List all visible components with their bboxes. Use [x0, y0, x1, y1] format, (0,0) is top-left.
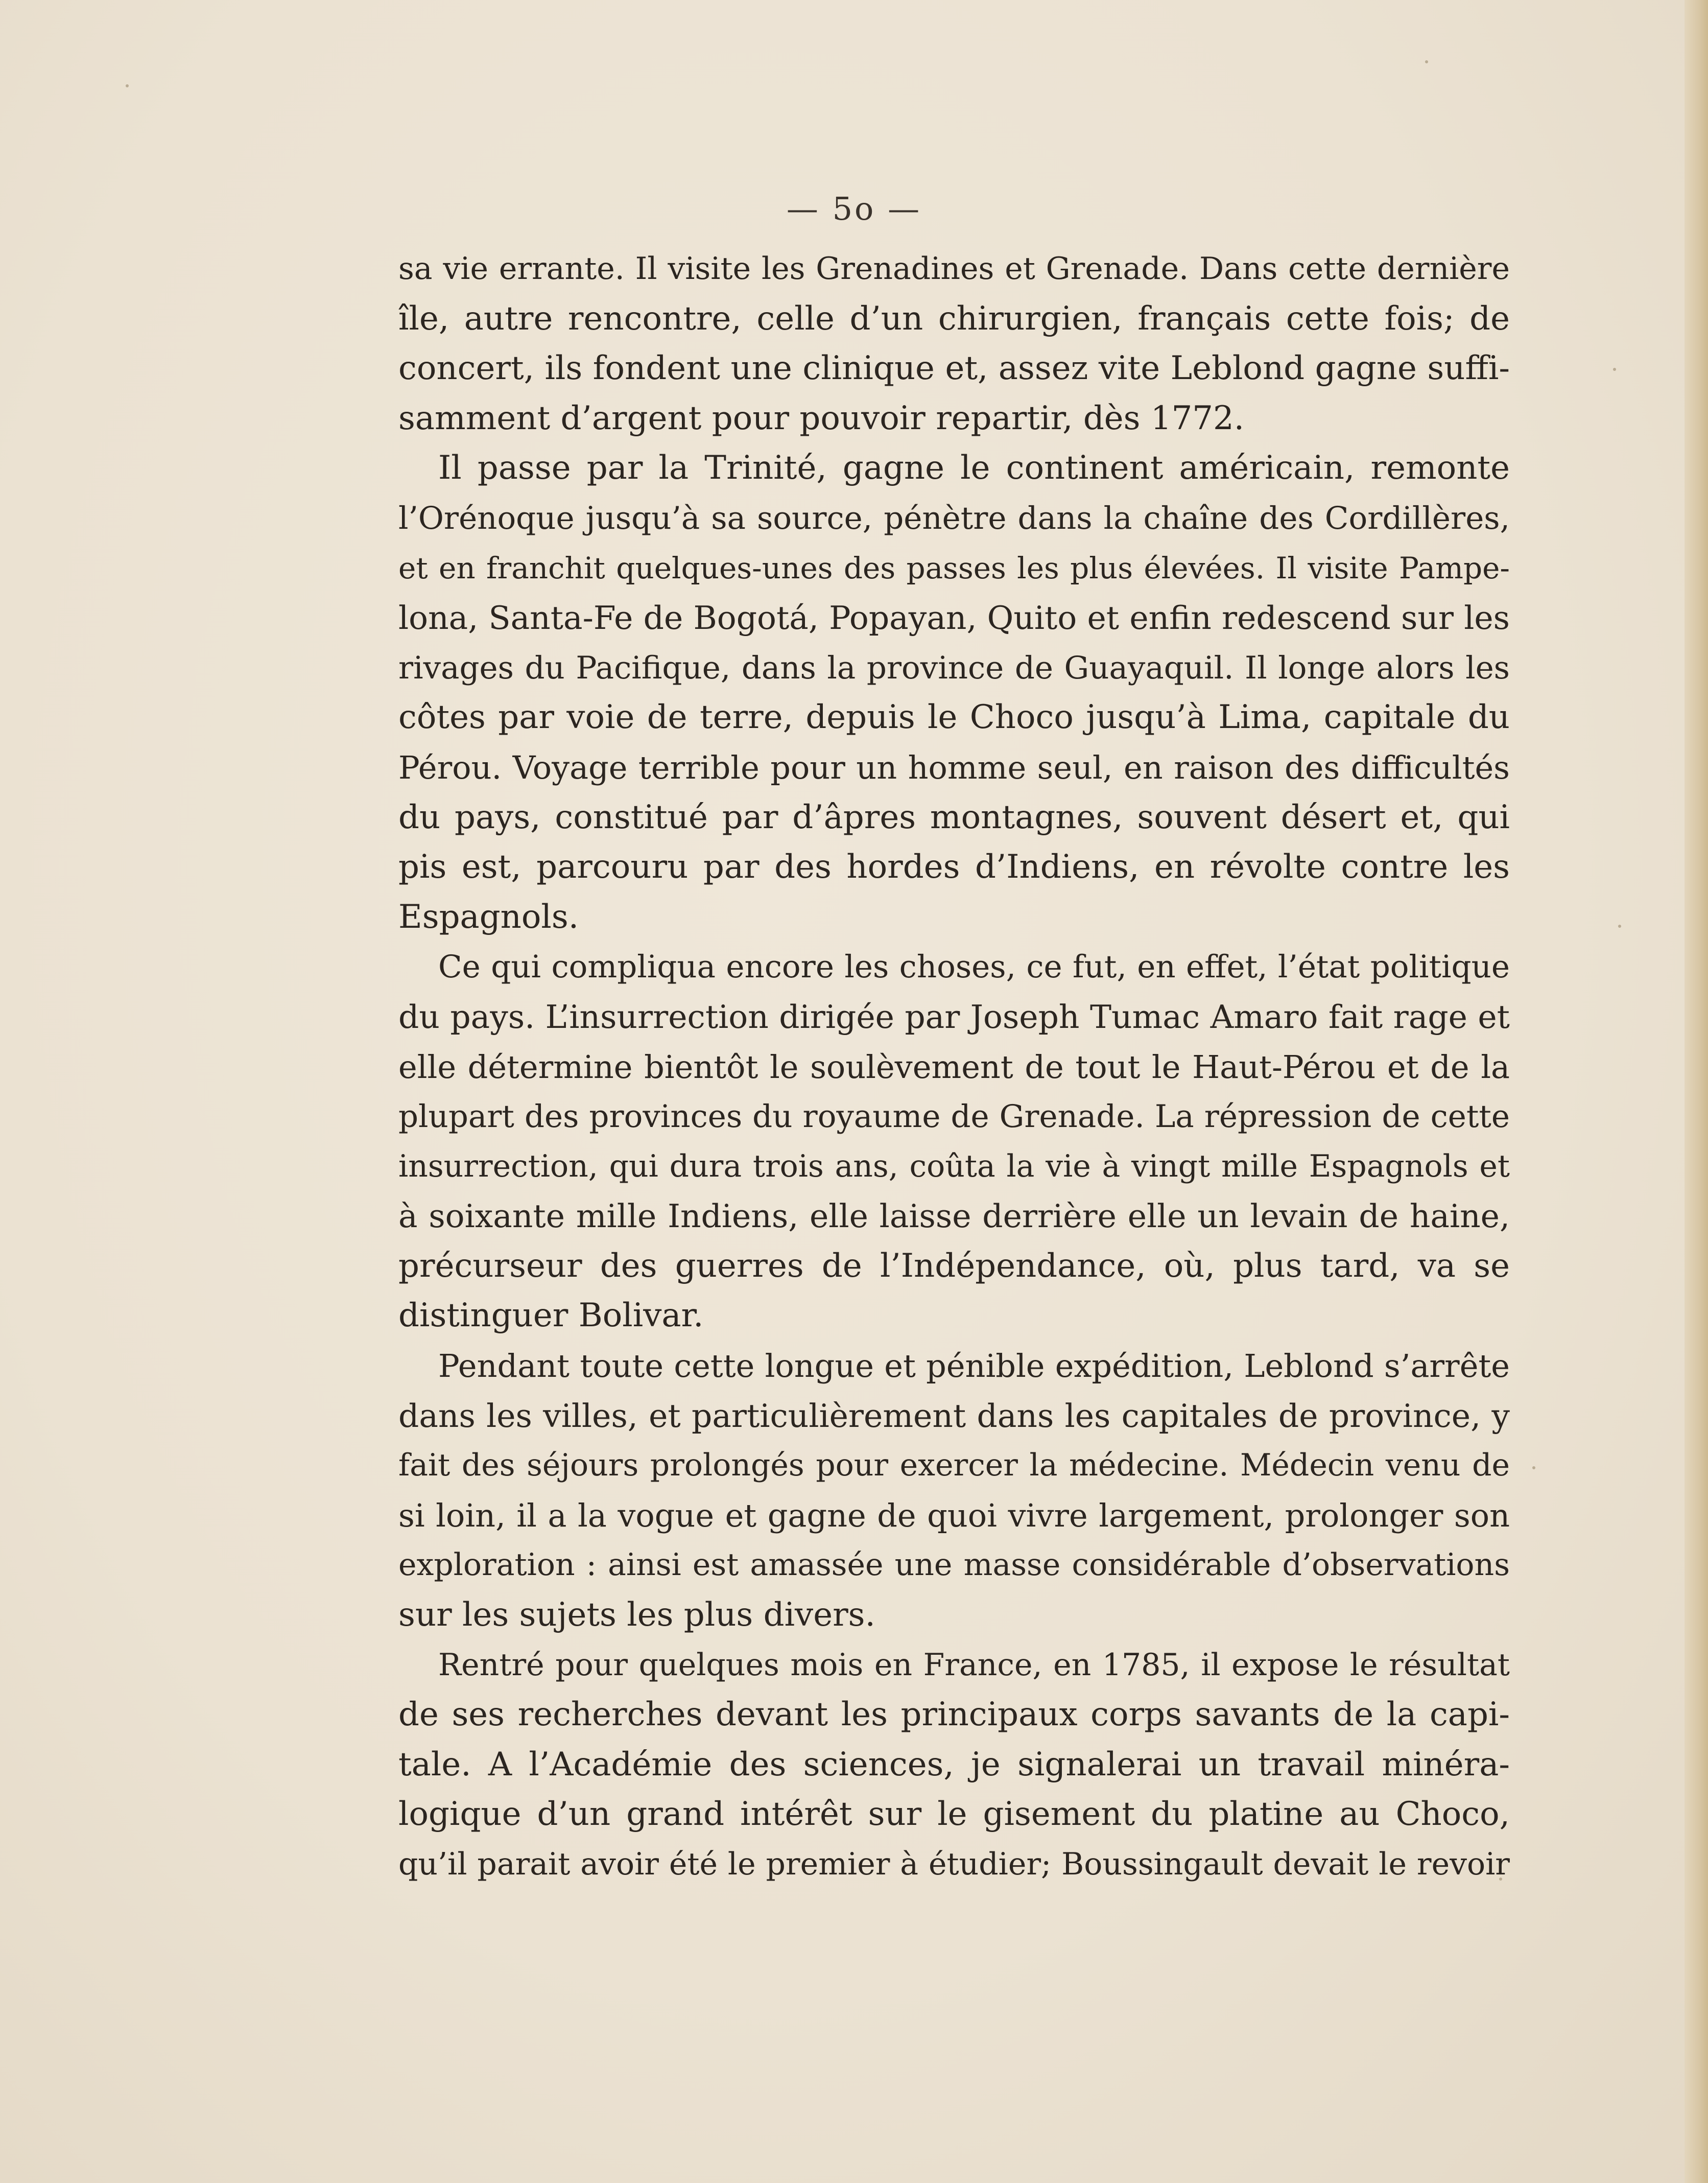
body-text: [398, 244, 1510, 1890]
text-line: précurseur des guerres de l’Indépendance, où, plus tard, va se: [398, 1247, 1510, 1285]
text-line: tale. A l’Académie des sciences, je signalerai un travail minéra-: [398, 1745, 1510, 1783]
text-line: et en franchit quelques-unes des passes les plus élevées. Il visite Pampe-: [398, 550, 1510, 585]
text-line: insurrection, qui dura trois ans, coûta la vie à vingt mille Espagnols et: [398, 1148, 1510, 1184]
paper-speck: [1613, 368, 1616, 371]
text-line: si loin, il a la vogue et gagne de quoi vivre largement, prolonger son: [398, 1496, 1510, 1534]
paper-speck: [1618, 925, 1621, 928]
text-line: elle détermine bientôt le soulèvement de tout le Haut-Pérou et de la: [398, 1048, 1510, 1086]
text-line: du pays. L’insurrection dirigée par Joseph Tumac Amaro fait rage et: [398, 998, 1510, 1036]
text-line: Il passe par la Trinité, gagne le continent américain, remonte: [438, 449, 1510, 487]
text-line: Pendant toute cette longue et pénible expédition, Leblond s’arrête: [438, 1347, 1510, 1385]
text-line: qu’il parait avoir été le premier à étudier; Boussingault devait le revoir: [398, 1846, 1510, 1882]
text-line: samment d’argent pour pouvoir repartir, dès 1772.: [398, 399, 1245, 437]
text-line: Pérou. Voyage terrible pour un homme seul, en raison des difficultés: [398, 748, 1510, 786]
text-line: côtes par voie de terre, depuis le Choco jusqu’à Lima, capitale du: [398, 698, 1510, 737]
text-line: dans les villes, et particulièrement dans les capitales de province, y: [398, 1397, 1510, 1435]
text-line: de ses recherches devant les principaux corps savants de la capi-: [398, 1696, 1510, 1734]
text-line: Ce qui compliqua encore les choses, ce fut, en effet, l’état politique: [438, 949, 1510, 985]
page-edge: [1685, 0, 1708, 2183]
text-line: lona, Santa-Fe de Bogotá, Popayan, Quito et enfin redescend sur les: [398, 599, 1510, 637]
text-line: Espagnols.: [398, 898, 579, 936]
text-line: sa vie errante. Il visite les Grenadines et Grenade. Dans cette dernière: [398, 251, 1510, 287]
text-line: Rentré pour quelques mois en France, en 1785, il expose le résultat: [438, 1647, 1510, 1683]
paper-speck: [126, 84, 129, 87]
paper-speck: [1425, 60, 1428, 63]
text-line: plupart des provinces du royaume de Grenade. La répression de cette: [398, 1098, 1510, 1135]
text-line: distinguer Bolivar.: [398, 1297, 704, 1335]
text-line: île, autre rencontre, celle d’un chirurgien, français cette fois; de: [398, 299, 1510, 338]
text-line: pis est, parcouru par des hordes d’Indiens, en révolte contre les: [398, 848, 1510, 886]
text-line: fait des séjours prolongés pour exercer la médecine. Médecin venu de: [398, 1447, 1510, 1484]
page-number: — 5o —: [786, 190, 922, 227]
text-line: rivages du Pacifique, dans la province de Guayaquil. Il longe alors les: [398, 649, 1510, 686]
text-line: exploration : ainsi est amassée une masse considérable d’observations: [398, 1547, 1510, 1583]
text-line: l’Orénoque jusqu’à sa source, pénètre dans la chaîne des Cordillères,: [398, 500, 1510, 536]
paper-speck: [1532, 1466, 1535, 1469]
text-line: logique d’un grand intérêt sur le gisement du platine au Choco,: [398, 1795, 1510, 1834]
text-line: concert, ils fondent une clinique et, assez vite Leblond gagne suffi-: [398, 349, 1510, 388]
text-line: du pays, constitué par d’âpres montagnes, souvent désert et, qui: [398, 798, 1510, 836]
text-line: à soixante mille Indiens, elle laisse derrière elle un levain de haine,: [398, 1198, 1510, 1235]
text-line: sur les sujets les plus divers.: [398, 1596, 875, 1634]
